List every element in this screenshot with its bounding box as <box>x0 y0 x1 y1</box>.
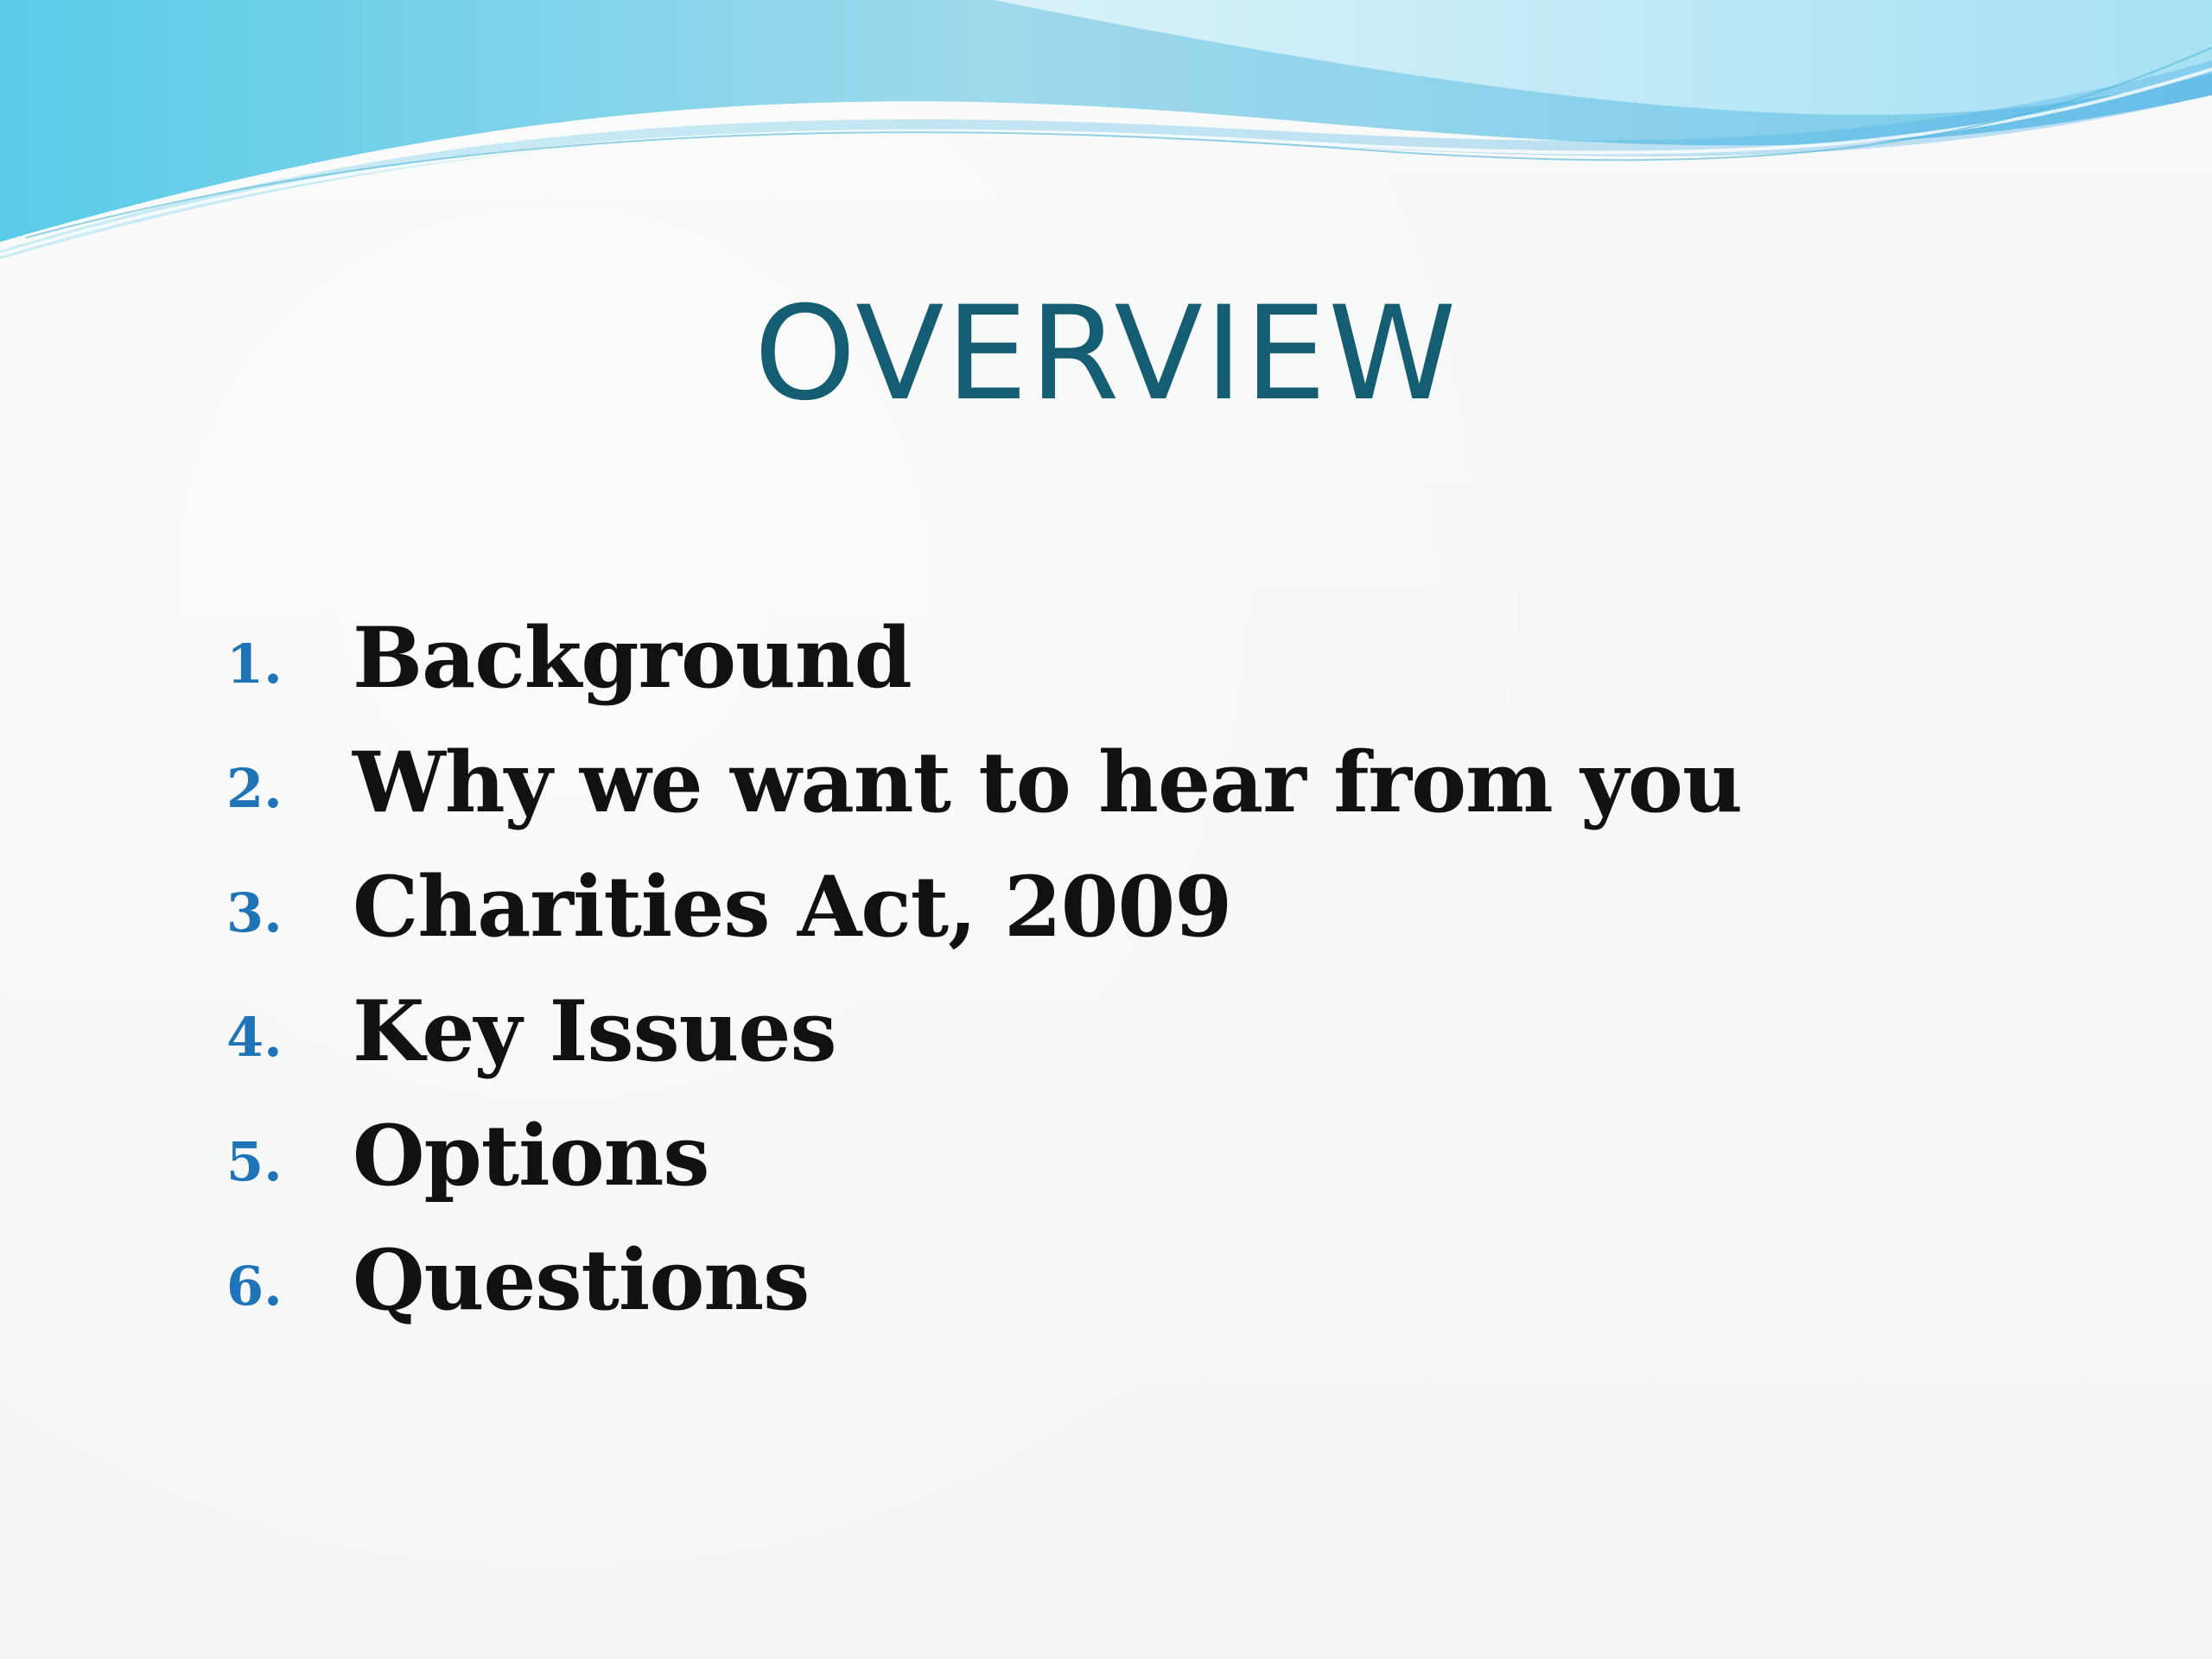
list-item-number: 2. <box>226 757 283 820</box>
list-item <box>226 1218 1742 1343</box>
list-item-label: Charities Act, 2009 <box>353 858 1232 956</box>
overview-list <box>226 596 1742 1343</box>
list-item-label: Options <box>353 1107 709 1205</box>
list-item-label: Key Issues <box>353 982 836 1080</box>
list-item-label: Why we want to hear from you <box>353 734 1742 831</box>
list-item-number: 5. <box>226 1130 283 1193</box>
list-item-number: 6. <box>226 1255 283 1318</box>
list-item-label: Questions <box>353 1231 810 1329</box>
list-item-number: 1. <box>226 632 283 696</box>
wave-decoration <box>0 0 2212 276</box>
list-item-label: Background <box>353 609 912 707</box>
list-item <box>226 845 1742 969</box>
slide-title: OVERVIEW <box>753 279 1459 429</box>
list-item <box>226 1094 1742 1218</box>
list-item-number: 4. <box>226 1006 283 1069</box>
list-item <box>226 721 1742 845</box>
list-item <box>226 969 1742 1094</box>
list-item <box>226 596 1742 721</box>
list-item-number: 3. <box>226 881 283 944</box>
